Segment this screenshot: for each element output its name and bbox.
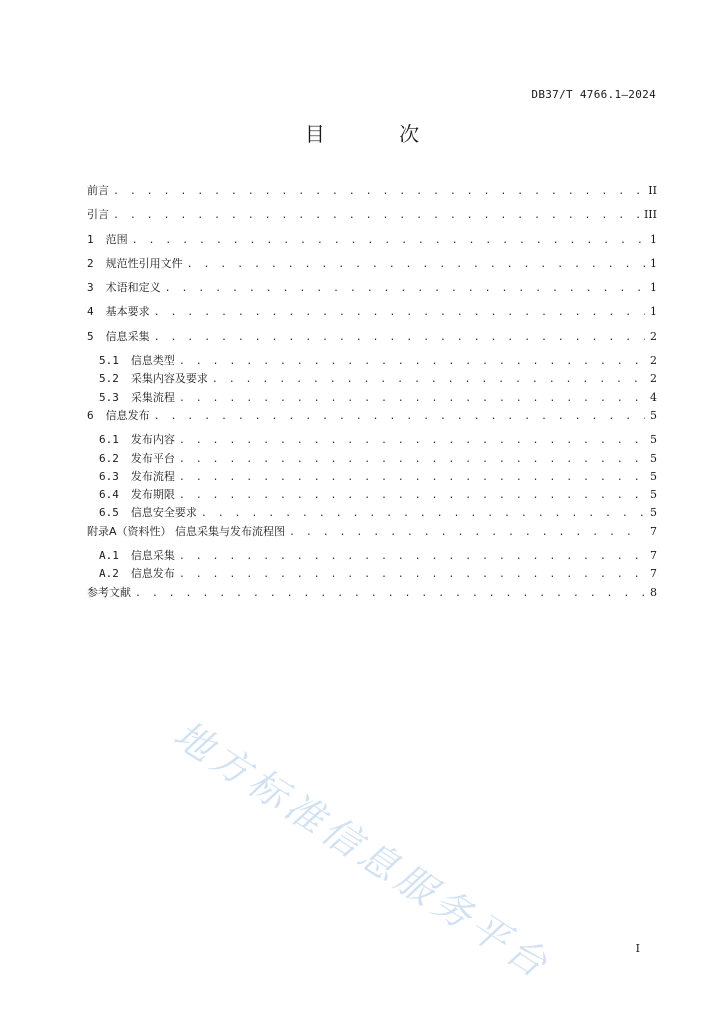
toc-entry-title: 信息发布 — [130, 567, 175, 581]
toc-entry-title: 采集流程 — [130, 390, 175, 404]
toc-entry-page: 4 — [650, 390, 657, 404]
toc-entry[interactable] — [87, 407, 657, 431]
toc-entry[interactable] — [87, 231, 657, 255]
toc-entry-page: 5 — [650, 451, 657, 465]
toc-entry[interactable] — [87, 255, 657, 279]
toc-entry-number: 6.2 — [99, 451, 119, 465]
toc-entry-page: 7 — [650, 567, 657, 581]
toc-entry-title: 引言 — [87, 208, 109, 222]
toc-entry-number: 6.5 — [99, 506, 119, 520]
toc-leader-dots — [179, 451, 645, 469]
toc-leader-dots — [113, 207, 640, 225]
toc-entry-number: 6 — [87, 408, 94, 422]
toc-leader-dots — [179, 566, 645, 584]
toc-entry-number: 1 — [87, 232, 94, 246]
toc-entry-number: 4 — [87, 305, 94, 319]
toc-leader-dots — [113, 183, 644, 201]
toc-entry-number: 5.3 — [99, 390, 119, 404]
document-code: DB37/T 4766.1—2024 — [531, 88, 656, 101]
toc-entry-title: 信息采集 — [130, 549, 175, 563]
toc-entry[interactable] — [87, 468, 657, 486]
toc-entry-title: 范围 — [105, 232, 128, 246]
toc-entry-title: 规范性引用文件 — [105, 256, 183, 270]
toc-leader-dots — [187, 256, 645, 274]
toc-entry-page: 2 — [650, 329, 657, 343]
toc-entry[interactable] — [87, 352, 657, 370]
toc-leader-dots — [132, 232, 645, 250]
toc-entry-number: 6.4 — [99, 488, 119, 502]
toc-leader-dots — [179, 469, 645, 487]
toc-entry-title: 参考文献 — [87, 585, 131, 599]
toc-entry-number: A.1 — [99, 549, 119, 563]
toc-entry-title: 基本要求 — [105, 305, 150, 319]
toc-entry-title: 发布期限 — [130, 488, 175, 502]
toc-entry-page: 1 — [650, 256, 657, 270]
toc-entry[interactable] — [87, 389, 657, 407]
toc-entry[interactable] — [87, 565, 657, 583]
toc-entry-title: 发布平台 — [130, 451, 175, 465]
toc-entry-page: 5 — [650, 488, 657, 502]
table-of-contents — [87, 182, 657, 608]
toc-entry-title: 信息类型 — [130, 354, 175, 368]
toc-entry-title: 附录A（资料性） 信息采集与发布流程图 — [87, 524, 286, 538]
toc-entry-number: 6.1 — [99, 433, 119, 447]
toc-entry-page: 8 — [650, 585, 657, 599]
toc-entry[interactable] — [87, 370, 657, 388]
toc-entry-number: 6.3 — [99, 469, 119, 483]
toc-entry-number: 5.1 — [99, 354, 119, 368]
toc-entry-title: 信息安全要求 — [130, 506, 197, 520]
toc-entry-number: 3 — [87, 281, 94, 295]
toc-entry-page: 2 — [650, 372, 657, 386]
toc-entry-page: III — [643, 208, 657, 222]
toc-entry-title: 信息发布 — [105, 408, 150, 422]
toc-entry-title: 采集内容及要求 — [130, 372, 208, 386]
toc-entry[interactable] — [87, 279, 657, 303]
toc-entry-page: 2 — [650, 354, 657, 368]
toc-entry[interactable] — [87, 523, 657, 547]
toc-entry-title: 前言 — [87, 184, 109, 197]
toc-entry[interactable] — [87, 303, 657, 327]
toc-leader-dots — [212, 371, 645, 389]
toc-entry-page: 1 — [650, 305, 657, 319]
toc-leader-dots — [179, 487, 645, 505]
toc-entry-title: 术语和定义 — [105, 281, 161, 295]
toc-entry-page: II — [648, 184, 657, 197]
toc-entry[interactable] — [87, 584, 657, 608]
toc-leader-dots — [289, 524, 645, 542]
toc-entry[interactable] — [87, 206, 657, 230]
toc-entry[interactable] — [87, 450, 657, 468]
toc-leader-dots — [154, 304, 645, 322]
watermark: 地方标准信息服务平台 — [166, 711, 560, 989]
toc-entry-page: 1 — [650, 281, 657, 295]
toc-leader-dots — [179, 390, 645, 408]
toc-leader-dots — [135, 585, 645, 603]
toc-entry-number: 5.2 — [99, 372, 119, 386]
toc-entry-page: 5 — [650, 408, 657, 422]
toc-entry[interactable] — [87, 504, 657, 522]
toc-leader-dots — [179, 432, 645, 450]
toc-leader-dots — [201, 505, 645, 523]
toc-leader-dots — [154, 408, 645, 426]
toc-entry-number: 5 — [87, 329, 94, 343]
toc-leader-dots — [179, 353, 645, 371]
toc-leader-dots — [154, 329, 645, 347]
toc-entry[interactable] — [87, 486, 657, 504]
toc-entry[interactable] — [87, 182, 657, 206]
page-number: I — [635, 942, 640, 955]
toc-entry[interactable] — [87, 431, 657, 449]
toc-entry-page: 5 — [650, 469, 657, 483]
toc-entry-page: 1 — [650, 232, 657, 246]
toc-entry-number: A.2 — [99, 567, 119, 581]
toc-entry-page: 5 — [650, 433, 657, 447]
toc-entry-number: 2 — [87, 256, 94, 270]
toc-entry[interactable] — [87, 547, 657, 565]
toc-entry-page: 7 — [650, 549, 657, 563]
toc-entry[interactable] — [87, 328, 657, 352]
toc-entry-title: 发布内容 — [130, 433, 175, 447]
toc-leader-dots — [165, 280, 645, 298]
toc-entry-page: 7 — [650, 524, 657, 538]
toc-leader-dots — [179, 548, 645, 566]
toc-entry-page: 5 — [650, 506, 657, 520]
toc-entry-title: 发布流程 — [130, 469, 175, 483]
toc-title: 目 次 — [304, 122, 454, 146]
toc-entry-title: 信息采集 — [105, 329, 150, 343]
